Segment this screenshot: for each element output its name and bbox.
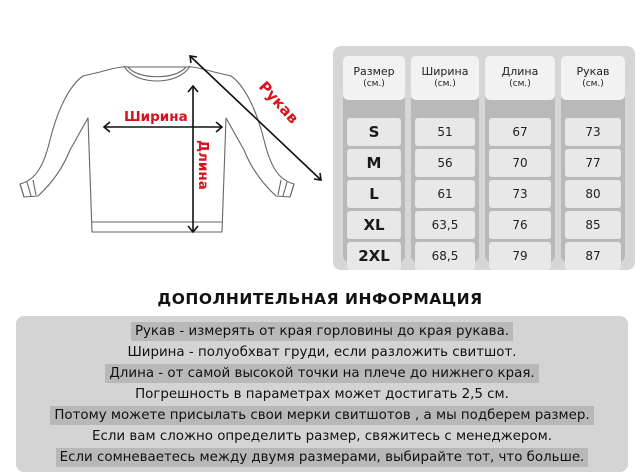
info-line-text: Если сомневаетесь между двумя размерами, выбирайте тот, что больше. — [56, 448, 589, 467]
width-label: Ширина — [124, 109, 188, 125]
collar — [124, 66, 190, 81]
info-line — [16, 364, 628, 384]
info-line — [16, 406, 628, 426]
info-line-text: Потому можете присылать свои мерки свитшотов , а мы подберем размер. — [50, 406, 593, 425]
info-line-text: Если вам сложно определить размер, свяжитесь с менеджером. — [92, 429, 552, 444]
sleeve-cell: 73 — [565, 118, 621, 146]
sleeve-label: Рукав — [255, 77, 303, 128]
size-table — [333, 46, 635, 270]
length-column — [485, 56, 555, 262]
info-line-text: Ширина - полуобхват груди, если разложить свитшот. — [127, 345, 517, 360]
info-line — [16, 448, 628, 468]
info-line — [16, 385, 628, 405]
header-title: Размер — [353, 65, 395, 78]
size-cell: L — [347, 180, 401, 208]
width-cell: 63,5 — [415, 211, 475, 239]
header-unit: (см.) — [363, 79, 385, 89]
right-cuff — [278, 180, 294, 197]
length-cell: 70 — [489, 149, 551, 177]
size-column — [343, 56, 405, 265]
info-title: ДОПОЛНИТЕЛЬНАЯ ИНФОРМАЦИЯ — [157, 290, 483, 308]
header-unit: (см.) — [582, 79, 604, 89]
size-column-header — [343, 56, 405, 100]
sleeve-cell: 77 — [565, 149, 621, 177]
sleeve-cell: 80 — [565, 180, 621, 208]
sleeve-column — [561, 56, 625, 262]
sleeve-cell: 85 — [565, 211, 621, 239]
length-cell: 79 — [489, 242, 551, 270]
width-column — [411, 56, 479, 262]
length-label: Длина — [195, 140, 211, 190]
size-cell: 2XL — [347, 242, 401, 270]
length-cell: 76 — [489, 211, 551, 239]
size-cell: S — [347, 118, 401, 146]
width-cell: 56 — [415, 149, 475, 177]
length-cell: 67 — [489, 118, 551, 146]
info-line-text: Рукав - измерять от края горловины до края рукава. — [131, 322, 513, 341]
header-title: Рукав — [576, 65, 610, 78]
width-column-header — [411, 56, 479, 100]
info-line — [16, 427, 628, 447]
size-cell: XL — [347, 211, 401, 239]
width-cell: 51 — [415, 118, 475, 146]
info-line-text: Длина - от самой высокой точки на плече до нижнего края. — [105, 364, 538, 383]
sweatshirt-outline — [20, 67, 294, 232]
width-cell: 68,5 — [415, 242, 475, 270]
header-unit: (см.) — [509, 79, 531, 89]
header-unit: (см.) — [434, 79, 456, 89]
left-cuff — [20, 180, 36, 197]
info-line — [16, 322, 628, 342]
length-cell: 73 — [489, 180, 551, 208]
length-column-header — [485, 56, 555, 100]
header-title: Длина — [501, 65, 539, 78]
sleeve-column-header — [561, 56, 625, 100]
sleeve-cell: 87 — [565, 242, 621, 270]
header-title: Ширина — [421, 65, 469, 78]
sweatshirt-diagram — [0, 0, 330, 285]
width-cell: 61 — [415, 180, 475, 208]
size-cell: M — [347, 149, 401, 177]
info-line-text: Погрешность в параметрах может достигать 2,5 см. — [135, 387, 509, 402]
info-line — [16, 343, 628, 363]
info-box — [16, 316, 628, 472]
